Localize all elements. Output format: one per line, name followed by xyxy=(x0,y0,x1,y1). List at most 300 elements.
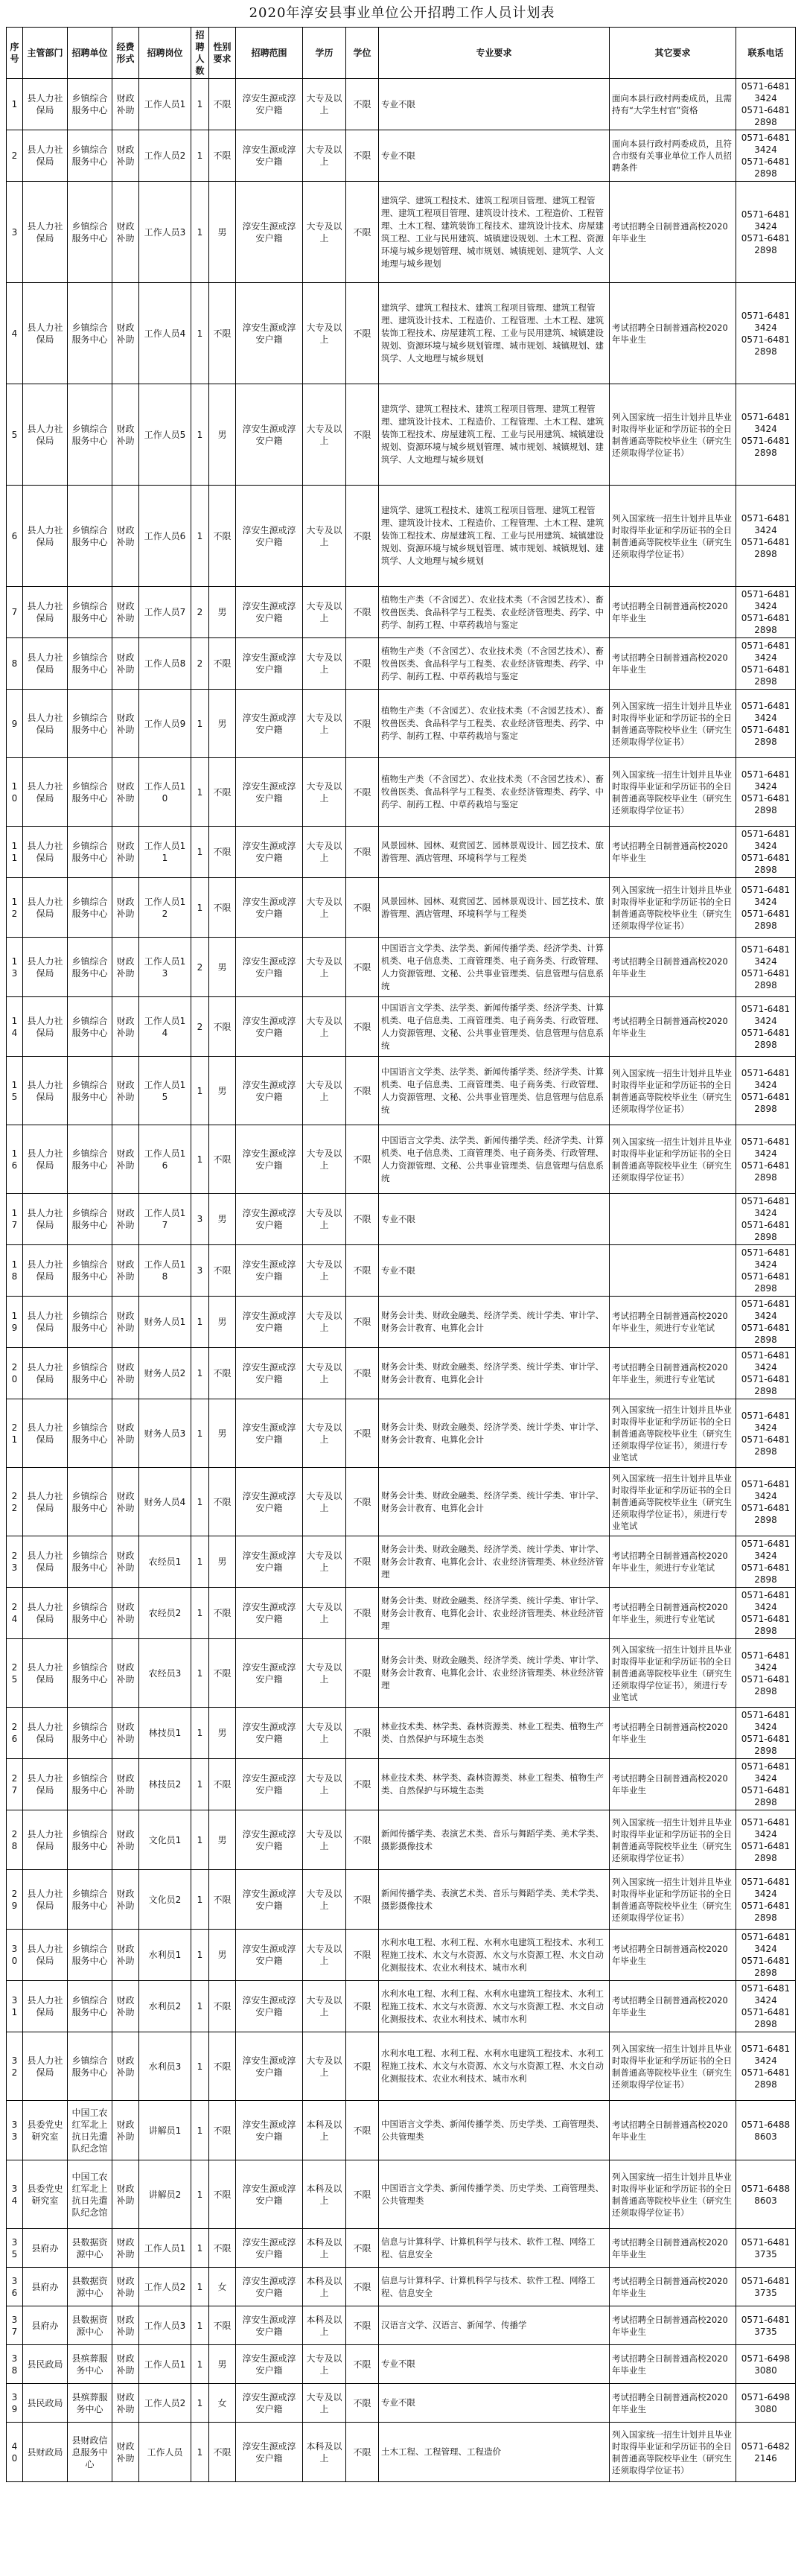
cell-num: 1 xyxy=(191,878,209,938)
cell-post: 工作人员1 xyxy=(139,79,191,130)
cell-post: 工作人员5 xyxy=(139,384,191,486)
table-row xyxy=(7,878,796,938)
cell-sex: 男 xyxy=(209,1536,236,1588)
cell-num: 1 xyxy=(191,1125,209,1194)
cell-edu: 大专及以上 xyxy=(303,690,346,758)
cell-dept: 县人力社保局 xyxy=(23,878,68,938)
cell-dept: 县人力社保局 xyxy=(23,1708,68,1759)
cell-num: 1 xyxy=(191,2345,209,2384)
cell-edu: 大专及以上 xyxy=(303,283,346,384)
cell-unit: 乡镇综合服务中心 xyxy=(68,1348,112,1399)
cell-num: 1 xyxy=(191,2229,209,2268)
cell-edu: 大专及以上 xyxy=(303,486,346,587)
cell-phone: 0571-64813424 0571-64812898 xyxy=(736,1870,796,1930)
cell-unit: 乡镇综合服务中心 xyxy=(68,283,112,384)
cell-phone: 0571-64813424 0571-64812898 xyxy=(736,878,796,938)
cell-other: 考试招聘全日制普通高校2020年毕业生 xyxy=(610,638,736,690)
cell-major: 水利水电工程、水利工程、水利水电建筑工程技术、水利工程施工技术、水文与水资源、水文与水资源工程、水文自动化测报技术、农业水利技术、城市水利 xyxy=(379,1930,610,1981)
cell-post: 工作人员1 xyxy=(139,2229,191,2268)
cell-sex: 不限 xyxy=(209,2101,236,2160)
cell-dept: 县人力社保局 xyxy=(23,182,68,283)
cell-edu: 大专及以上 xyxy=(303,1870,346,1930)
cell-fund: 财政补助 xyxy=(112,827,139,878)
table-row xyxy=(7,1399,796,1468)
cell-degree: 不限 xyxy=(346,2423,379,2482)
cell-other: 列入国家统一招生计划并且毕业时取得毕业证和学历证书的全日制普通高等院校毕业生（研究生还须取得学位证书） xyxy=(610,1870,736,1930)
cell-edu: 大专及以上 xyxy=(303,1297,346,1348)
cell-no: 4 xyxy=(7,283,23,384)
cell-edu: 大专及以上 xyxy=(303,1708,346,1759)
cell-edu: 大专及以上 xyxy=(303,1810,346,1870)
table-row xyxy=(7,1981,796,2032)
cell-degree: 不限 xyxy=(346,2229,379,2268)
cell-degree: 不限 xyxy=(346,997,379,1057)
cell-unit: 乡镇综合服务中心 xyxy=(68,1125,112,1194)
cell-phone: 0571-64813424 0571-64812898 xyxy=(736,638,796,690)
cell-major: 植物生产类（不含园艺）、农业技术类（不含园艺技术）、畜牧兽医类、食品科学与工程类、农业经济管理类、药学、中药学、制药工程、中草药栽培与鉴定 xyxy=(379,690,610,758)
cell-num: 1 xyxy=(191,1981,209,2032)
cell-degree: 不限 xyxy=(346,1639,379,1708)
cell-sex: 男 xyxy=(209,938,236,997)
col-edu-header: 学历 xyxy=(303,28,346,79)
cell-other: 列入国家统一招生计划并且毕业时取得毕业证和学历证书的全日制普通高等院校毕业生（研究生还须取得学位证书），须进行专业笔试 xyxy=(610,1639,736,1708)
cell-phone: 0571-64813424 0571-64812898 xyxy=(736,1708,796,1759)
cell-no: 34 xyxy=(7,2160,23,2229)
cell-phone: 0571-64813424 0571-64812898 xyxy=(736,182,796,283)
table-row xyxy=(7,587,796,638)
cell-sex: 不限 xyxy=(209,827,236,878)
cell-edu: 本科及以上 xyxy=(303,2306,346,2345)
cell-fund: 财政补助 xyxy=(112,2229,139,2268)
cell-sex: 男 xyxy=(209,2345,236,2384)
cell-post: 工作人员7 xyxy=(139,587,191,638)
cell-sex: 不限 xyxy=(209,1468,236,1536)
cell-edu: 大专及以上 xyxy=(303,638,346,690)
cell-degree: 不限 xyxy=(346,2306,379,2345)
cell-other: 考试招聘全日制普通高校2020年毕业生 xyxy=(610,1930,736,1981)
cell-scope: 淳安生源或淳安户籍 xyxy=(236,1639,303,1708)
cell-phone: 0571-64813424 0571-64812898 xyxy=(736,1125,796,1194)
cell-degree: 不限 xyxy=(346,1759,379,1810)
cell-num: 1 xyxy=(191,2268,209,2306)
cell-fund: 财政补助 xyxy=(112,1468,139,1536)
cell-unit: 乡镇综合服务中心 xyxy=(68,384,112,486)
cell-fund: 财政补助 xyxy=(112,997,139,1057)
cell-scope: 淳安生源或淳安户籍 xyxy=(236,1348,303,1399)
col-num-header: 招聘人数 xyxy=(191,28,209,79)
cell-num: 1 xyxy=(191,2160,209,2229)
cell-fund: 财政补助 xyxy=(112,384,139,486)
table-row xyxy=(7,1759,796,1810)
cell-no: 30 xyxy=(7,1930,23,1981)
cell-major: 中国语言文学类、法学类、新闻传播学类、经济学类、计算机类、电子信息类、工商管理类、电子商务类、行政管理、人力资源管理、文秘、公共事业管理类、信息管理与信息系统 xyxy=(379,1125,610,1194)
cell-sex: 不限 xyxy=(209,997,236,1057)
cell-sex: 不限 xyxy=(209,2306,236,2345)
cell-dept: 县人力社保局 xyxy=(23,1981,68,2032)
cell-sex: 男 xyxy=(209,1930,236,1981)
cell-edu: 大专及以上 xyxy=(303,997,346,1057)
cell-sex: 女 xyxy=(209,2384,236,2423)
cell-post: 工作人员15 xyxy=(139,1057,191,1125)
cell-unit: 乡镇综合服务中心 xyxy=(68,690,112,758)
cell-post: 财务人员1 xyxy=(139,1297,191,1348)
cell-degree: 不限 xyxy=(346,1297,379,1348)
cell-major: 财务会计类、财政金融类、经济学类、统计学类、审计学、财务会计教育、电算化会计、农业经济管理类、林业经济管理 xyxy=(379,1639,610,1708)
cell-dept: 县财政局 xyxy=(23,2423,68,2482)
cell-dept: 县人力社保局 xyxy=(23,1057,68,1125)
cell-other: 列入国家统一招生计划并且毕业时取得毕业证和学历证书的全日制普通高等院校毕业生（研究生还须取得学位证书） xyxy=(610,2160,736,2229)
cell-edu: 大专及以上 xyxy=(303,1125,346,1194)
cell-edu: 大专及以上 xyxy=(303,1981,346,2032)
cell-phone: 0571-64822146 xyxy=(736,2423,796,2482)
cell-degree: 不限 xyxy=(346,938,379,997)
cell-sex: 不限 xyxy=(209,1759,236,1810)
cell-scope: 淳安生源或淳安户籍 xyxy=(236,2160,303,2229)
cell-sex: 不限 xyxy=(209,486,236,587)
page-title: 2020年淳安县事业单位公开招聘工作人员计划表 xyxy=(249,5,555,21)
cell-major: 新闻传播学类、表演艺术类、音乐与舞蹈学类、美术学类、摄影摄像技术 xyxy=(379,1870,610,1930)
cell-major: 林业技术类、林学类、森林资源类、林业工程类、植物生产类、自然保护与环境生态类 xyxy=(379,1759,610,1810)
cell-degree: 不限 xyxy=(346,638,379,690)
cell-dept: 县人力社保局 xyxy=(23,1536,68,1588)
cell-unit: 乡镇综合服务中心 xyxy=(68,1468,112,1536)
cell-post: 农经员2 xyxy=(139,1588,191,1639)
cell-unit: 乡镇综合服务中心 xyxy=(68,1536,112,1588)
cell-no: 18 xyxy=(7,1245,23,1297)
cell-degree: 不限 xyxy=(346,587,379,638)
cell-post: 文化员1 xyxy=(139,1810,191,1870)
cell-degree: 不限 xyxy=(346,1708,379,1759)
cell-major: 中国语言文学类、法学类、新闻传播学类、经济学类、计算机类、电子信息类、工商管理类、电子商务类、行政管理、人力资源管理、文秘、公共事业管理类、信息管理与信息系统 xyxy=(379,997,610,1057)
cell-sex: 不限 xyxy=(209,1588,236,1639)
cell-edu: 大专及以上 xyxy=(303,1930,346,1981)
cell-edu: 大专及以上 xyxy=(303,1588,346,1639)
cell-major: 专业不限 xyxy=(379,1194,610,1245)
cell-post: 工作人员10 xyxy=(139,758,191,827)
cell-num: 1 xyxy=(191,1399,209,1468)
table-row xyxy=(7,1536,796,1588)
cell-dept: 县委党史研究室 xyxy=(23,2101,68,2160)
cell-major: 风景园林、园林、观赏园艺、园林景观设计、园艺技术、旅游管理、酒店管理、环境科学与工程类 xyxy=(379,878,610,938)
cell-major: 信息与计算科学、计算机科学与技术、软件工程、网络工程、信息安全 xyxy=(379,2229,610,2268)
cell-sex: 不限 xyxy=(209,79,236,130)
cell-scope: 淳安生源或淳安户籍 xyxy=(236,690,303,758)
cell-sex: 不限 xyxy=(209,878,236,938)
cell-sex: 男 xyxy=(209,1399,236,1468)
cell-sex: 不限 xyxy=(209,2032,236,2101)
cell-num: 1 xyxy=(191,486,209,587)
cell-post: 工作人员8 xyxy=(139,638,191,690)
cell-phone: 0571-64813424 0571-64812898 xyxy=(736,758,796,827)
cell-dept: 县府办 xyxy=(23,2229,68,2268)
cell-phone: 0571-64813424 0571-64812898 xyxy=(736,1639,796,1708)
cell-fund: 财政补助 xyxy=(112,2345,139,2384)
cell-degree: 不限 xyxy=(346,1810,379,1870)
cell-other: 列入国家统一招生计划并且毕业时取得毕业证和学历证书的全日制普通高等院校毕业生（研究生还须取得学位证书） xyxy=(610,1125,736,1194)
cell-major: 建筑学、建筑工程技术、建筑工程项目管理、建筑工程管理、建筑设计技术、工程造价、工程管理、土木工程、建筑装饰工程技术、房屋建筑工程、工业与民用建筑、城镇建设规划、资源环境与城乡规划管理、城市规划、城镇规划、建筑学、人文地理与城乡规划 xyxy=(379,384,610,486)
col-scope-header: 招聘范围 xyxy=(236,28,303,79)
cell-num: 1 xyxy=(191,1057,209,1125)
cell-fund: 财政补助 xyxy=(112,1125,139,1194)
table-row xyxy=(7,638,796,690)
cell-num: 1 xyxy=(191,384,209,486)
cell-fund: 财政补助 xyxy=(112,1245,139,1297)
cell-phone: 0571-64813424 0571-64812898 xyxy=(736,79,796,130)
cell-major: 植物生产类（不含园艺）、农业技术类（不含园艺技术）、畜牧兽医类、食品科学与工程类、农业经济管理类、药学、中药学、制药工程、中草药栽培与鉴定 xyxy=(379,638,610,690)
cell-other: 面向本县行政村两委成员，且符合市级有关事业单位工作人员招聘条件 xyxy=(610,130,736,182)
cell-scope: 淳安生源或淳安户籍 xyxy=(236,1245,303,1297)
col-fund-header: 经费形式 xyxy=(112,28,139,79)
cell-fund: 财政补助 xyxy=(112,182,139,283)
cell-num: 2 xyxy=(191,997,209,1057)
table-row xyxy=(7,283,796,384)
cell-unit: 乡镇综合服务中心 xyxy=(68,1639,112,1708)
cell-fund: 财政补助 xyxy=(112,1870,139,1930)
cell-num: 1 xyxy=(191,1468,209,1536)
cell-other: 列入国家统一招生计划并且毕业时取得毕业证和学历证书的全日制普通高等院校毕业生（研究生还须取得学位证书） xyxy=(610,690,736,758)
cell-post: 工作人员13 xyxy=(139,938,191,997)
cell-edu: 本科及以上 xyxy=(303,2229,346,2268)
cell-degree: 不限 xyxy=(346,2268,379,2306)
cell-no: 10 xyxy=(7,758,23,827)
cell-unit: 中国工农红军北上抗日先遣队纪念馆 xyxy=(68,2101,112,2160)
cell-other: 列入国家统一招生计划并且毕业时取得毕业证和学历证书的全日制普通高等院校毕业生（研究生还须取得学位证书） xyxy=(610,384,736,486)
table-row xyxy=(7,2160,796,2229)
cell-unit: 乡镇综合服务中心 xyxy=(68,827,112,878)
table-row xyxy=(7,79,796,130)
cell-num: 1 xyxy=(191,182,209,283)
cell-fund: 财政补助 xyxy=(112,758,139,827)
cell-degree: 不限 xyxy=(346,283,379,384)
cell-phone: 0571-64888603 xyxy=(736,2160,796,2229)
cell-no: 35 xyxy=(7,2229,23,2268)
cell-other: 考试招聘全日制普通高校2020年毕业生，须进行专业笔试 xyxy=(610,1297,736,1348)
cell-scope: 淳安生源或淳安户籍 xyxy=(236,1930,303,1981)
cell-other: 列入国家统一招生计划并且毕业时取得毕业证和学历证书的全日制普通高等院校毕业生（研究生还须取得学位证书） xyxy=(610,1057,736,1125)
table-row xyxy=(7,2345,796,2384)
cell-dept: 县人力社保局 xyxy=(23,1639,68,1708)
cell-fund: 财政补助 xyxy=(112,79,139,130)
cell-edu: 大专及以上 xyxy=(303,79,346,130)
cell-scope: 淳安生源或淳安户籍 xyxy=(236,1057,303,1125)
cell-scope: 淳安生源或淳安户籍 xyxy=(236,2306,303,2345)
cell-unit: 县数据资源中心 xyxy=(68,2306,112,2345)
cell-num: 1 xyxy=(191,1810,209,1870)
table-row xyxy=(7,1588,796,1639)
cell-dept: 县人力社保局 xyxy=(23,283,68,384)
cell-post: 讲解员2 xyxy=(139,2160,191,2229)
cell-unit: 乡镇综合服务中心 xyxy=(68,1930,112,1981)
cell-other: 考试招聘全日制普通高校2020年毕业生 xyxy=(610,2101,736,2160)
cell-num: 2 xyxy=(191,938,209,997)
col-unit-header: 招聘单位 xyxy=(68,28,112,79)
cell-no: 23 xyxy=(7,1536,23,1588)
cell-num: 1 xyxy=(191,1759,209,1810)
cell-other: 考试招聘全日制普通高校2020年毕业生 xyxy=(610,2268,736,2306)
cell-scope: 淳安生源或淳安户籍 xyxy=(236,997,303,1057)
cell-scope: 淳安生源或淳安户籍 xyxy=(236,2229,303,2268)
cell-post: 农经员3 xyxy=(139,1639,191,1708)
table-row xyxy=(7,758,796,827)
cell-no: 1 xyxy=(7,79,23,130)
cell-phone: 0571-64813735 xyxy=(736,2268,796,2306)
cell-scope: 淳安生源或淳安户籍 xyxy=(236,587,303,638)
cell-fund: 财政补助 xyxy=(112,1588,139,1639)
cell-fund: 财政补助 xyxy=(112,1981,139,2032)
cell-sex: 男 xyxy=(209,1297,236,1348)
cell-major: 中国语言文学类、新闻传播学类、历史学类、工商管理类、公共管理类 xyxy=(379,2101,610,2160)
table-row xyxy=(7,938,796,997)
cell-fund: 财政补助 xyxy=(112,2306,139,2345)
cell-scope: 淳安生源或淳安户籍 xyxy=(236,758,303,827)
cell-degree: 不限 xyxy=(346,690,379,758)
cell-dept: 县人力社保局 xyxy=(23,1297,68,1348)
cell-scope: 淳安生源或淳安户籍 xyxy=(236,1536,303,1588)
cell-num: 1 xyxy=(191,827,209,878)
cell-degree: 不限 xyxy=(346,878,379,938)
cell-no: 7 xyxy=(7,587,23,638)
cell-degree: 不限 xyxy=(346,1468,379,1536)
cell-unit: 县殡葬服务中心 xyxy=(68,2384,112,2423)
cell-edu: 大专及以上 xyxy=(303,1348,346,1399)
cell-other: 面向本县行政村两委成员，且需持有“大学生村官”资格 xyxy=(610,79,736,130)
cell-other: 列入国家统一招生计划并且毕业时取得毕业证和学历证书的全日制普通高等院校毕业生（研究生还须取得学位证书） xyxy=(610,2032,736,2101)
cell-phone: 0571-64813424 0571-64812898 xyxy=(736,1245,796,1297)
cell-dept: 县府办 xyxy=(23,2306,68,2345)
cell-edu: 大专及以上 xyxy=(303,2345,346,2384)
cell-edu: 本科及以上 xyxy=(303,2423,346,2482)
cell-phone: 0571-64813424 0571-64812898 xyxy=(736,1588,796,1639)
cell-other: 考试招聘全日制普通高校2020年毕业生 xyxy=(610,997,736,1057)
col-degree-header: 学位 xyxy=(346,28,379,79)
cell-post: 工作人员2 xyxy=(139,130,191,182)
cell-num: 2 xyxy=(191,638,209,690)
cell-no: 9 xyxy=(7,690,23,758)
cell-num: 1 xyxy=(191,1297,209,1348)
cell-fund: 财政补助 xyxy=(112,1639,139,1708)
cell-fund: 财政补助 xyxy=(112,2101,139,2160)
cell-degree: 不限 xyxy=(346,182,379,283)
table-row xyxy=(7,384,796,486)
cell-num: 1 xyxy=(191,1870,209,1930)
cell-unit: 乡镇综合服务中心 xyxy=(68,1708,112,1759)
cell-sex: 男 xyxy=(209,182,236,283)
cell-post: 财务人员4 xyxy=(139,1468,191,1536)
cell-unit: 乡镇综合服务中心 xyxy=(68,1057,112,1125)
cell-degree: 不限 xyxy=(346,1245,379,1297)
cell-edu: 大专及以上 xyxy=(303,587,346,638)
cell-degree: 不限 xyxy=(346,2160,379,2229)
cell-edu: 本科及以上 xyxy=(303,2101,346,2160)
cell-post: 林技员2 xyxy=(139,1759,191,1810)
cell-post: 林技员1 xyxy=(139,1708,191,1759)
table-row xyxy=(7,1348,796,1399)
cell-post: 水利员2 xyxy=(139,1981,191,2032)
cell-major: 财务会计类、财政金融类、经济学类、统计学类、审计学、财务会计教育、电算化会计、农业经济管理类、林业经济管理 xyxy=(379,1536,610,1588)
cell-scope: 淳安生源或淳安户籍 xyxy=(236,1399,303,1468)
cell-num: 1 xyxy=(191,1930,209,1981)
cell-major: 财务会计类、财政金融类、经济学类、统计学类、审计学、财务会计教育、电算化会计 xyxy=(379,1297,610,1348)
cell-num: 1 xyxy=(191,130,209,182)
cell-major: 土木工程、工程管理、工程造价 xyxy=(379,2423,610,2482)
cell-sex: 男 xyxy=(209,587,236,638)
cell-unit: 乡镇综合服务中心 xyxy=(68,587,112,638)
cell-scope: 淳安生源或淳安户籍 xyxy=(236,1125,303,1194)
col-post-header: 招聘岗位 xyxy=(139,28,191,79)
cell-unit: 乡镇综合服务中心 xyxy=(68,1245,112,1297)
cell-phone: 0571-64813424 0571-64812898 xyxy=(736,130,796,182)
cell-scope: 淳安生源或淳安户籍 xyxy=(236,1981,303,2032)
cell-dept: 县人力社保局 xyxy=(23,1870,68,1930)
cell-scope: 淳安生源或淳安户籍 xyxy=(236,1759,303,1810)
cell-degree: 不限 xyxy=(346,1588,379,1639)
cell-other: 考试招聘全日制普通高校2020年毕业生 xyxy=(610,1759,736,1810)
cell-post: 工作人员2 xyxy=(139,2268,191,2306)
cell-other: 列入国家统一招生计划并且毕业时取得毕业证和学历证书的全日制普通高等院校毕业生（研究生还须取得学位证书） xyxy=(610,878,736,938)
cell-major: 专业不限 xyxy=(379,1245,610,1297)
cell-post: 文化员2 xyxy=(139,1870,191,1930)
cell-other xyxy=(610,1194,736,1245)
cell-no: 15 xyxy=(7,1057,23,1125)
cell-other: 考试招聘全日制普通高校2020年毕业生 xyxy=(610,827,736,878)
cell-no: 31 xyxy=(7,1981,23,2032)
cell-other: 考试招聘全日制普通高校2020年毕业生 xyxy=(610,2229,736,2268)
cell-dept: 县人力社保局 xyxy=(23,1468,68,1536)
cell-fund: 财政补助 xyxy=(112,938,139,997)
cell-scope: 淳安生源或淳安户籍 xyxy=(236,938,303,997)
cell-phone: 0571-64813424 0571-64812898 xyxy=(736,283,796,384)
cell-unit: 乡镇综合服务中心 xyxy=(68,79,112,130)
cell-edu: 大专及以上 xyxy=(303,182,346,283)
cell-edu: 大专及以上 xyxy=(303,827,346,878)
cell-post: 工作人员6 xyxy=(139,486,191,587)
cell-num: 1 xyxy=(191,1708,209,1759)
col-sex-header: 性别要求 xyxy=(209,28,236,79)
cell-major: 中国语言文学类、法学类、新闻传播学类、经济学类、计算机类、电子信息类、工商管理类、电子商务类、行政管理、人力资源管理、文秘、公共事业管理类、信息管理与信息系统 xyxy=(379,938,610,997)
cell-dept: 县人力社保局 xyxy=(23,1759,68,1810)
cell-fund: 财政补助 xyxy=(112,486,139,587)
cell-dept: 县民政局 xyxy=(23,2345,68,2384)
cell-post: 工作人员12 xyxy=(139,878,191,938)
table-row xyxy=(7,2268,796,2306)
cell-fund: 财政补助 xyxy=(112,1708,139,1759)
cell-major: 中国语言文学类、新闻传播学类、历史学类、工商管理类、公共管理类 xyxy=(379,2160,610,2229)
cell-sex: 男 xyxy=(209,1708,236,1759)
table-row xyxy=(7,827,796,878)
table-row xyxy=(7,1810,796,1870)
cell-no: 27 xyxy=(7,1759,23,1810)
table-row xyxy=(7,1057,796,1125)
cell-no: 3 xyxy=(7,182,23,283)
cell-num: 1 xyxy=(191,1536,209,1588)
cell-dept: 县人力社保局 xyxy=(23,1810,68,1870)
table-row xyxy=(7,2384,796,2423)
cell-edu: 大专及以上 xyxy=(303,130,346,182)
cell-edu: 大专及以上 xyxy=(303,1536,346,1588)
cell-post: 工作人员18 xyxy=(139,1245,191,1297)
cell-post: 工作人员17 xyxy=(139,1194,191,1245)
cell-fund: 财政补助 xyxy=(112,2423,139,2482)
cell-unit: 乡镇综合服务中心 xyxy=(68,1588,112,1639)
cell-no: 33 xyxy=(7,2101,23,2160)
cell-dept: 县人力社保局 xyxy=(23,997,68,1057)
cell-dept: 县人力社保局 xyxy=(23,486,68,587)
cell-unit: 县殡葬服务中心 xyxy=(68,2345,112,2384)
cell-other: 考试招聘全日制普通高校2020年毕业生 xyxy=(610,1981,736,2032)
cell-post: 工作人员3 xyxy=(139,182,191,283)
col-dept-header: 主管部门 xyxy=(23,28,68,79)
cell-unit: 乡镇综合服务中心 xyxy=(68,1759,112,1810)
